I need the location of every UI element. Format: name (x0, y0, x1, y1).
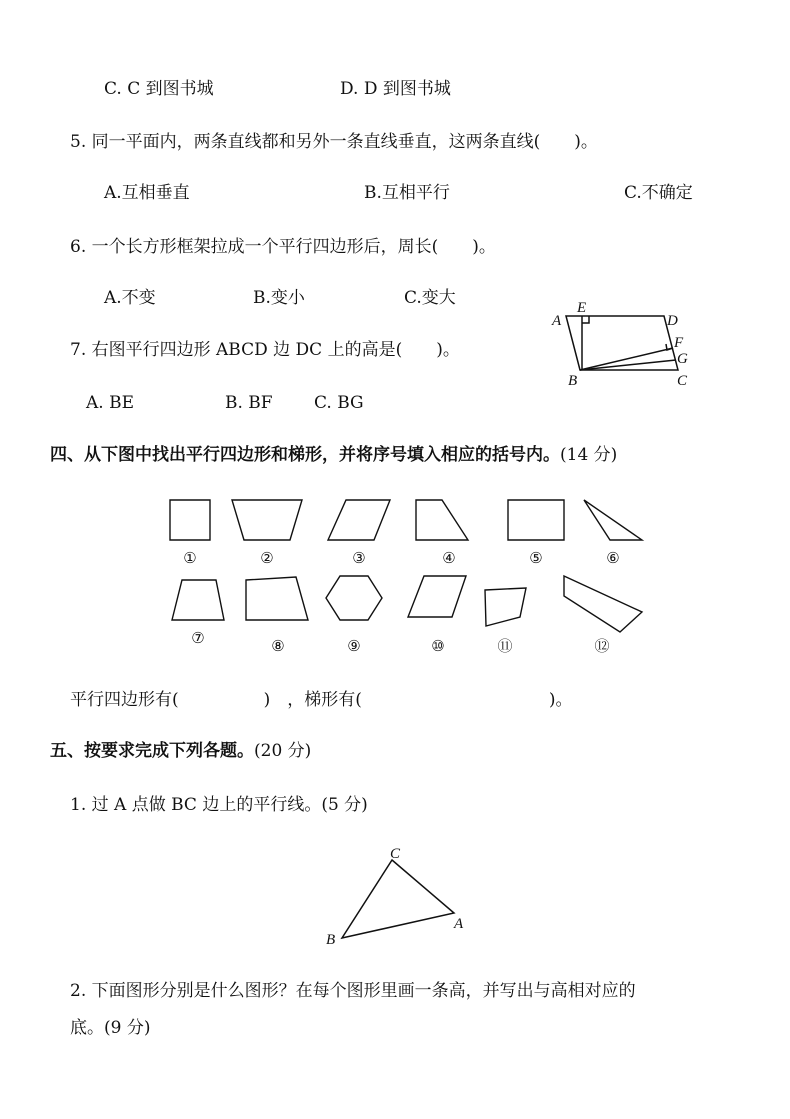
shape-number-10: ⑩ (431, 639, 445, 655)
label-c: C (390, 846, 401, 862)
section5-points: (20 分) (254, 741, 312, 761)
label-b: B (326, 932, 336, 948)
q5-option-b: B.互相平行 (364, 183, 450, 203)
triangle-abc (342, 860, 454, 938)
triangle-abc-figure (320, 840, 480, 950)
q5-option-c: C.不确定 (624, 183, 693, 203)
shape-number-12: ⑫ (594, 639, 610, 655)
q6-option-a: A.不变 (104, 288, 156, 308)
label-a: A (552, 313, 562, 329)
label-a: A (454, 916, 464, 932)
shape-number-5: ⑤ (529, 551, 543, 567)
section4-title: 四、从下图中找出平行四边形和梯形，并将序号填入相应的括号内。 (50, 445, 560, 465)
segment-bf (580, 348, 673, 370)
shape-9-hexagon (326, 576, 382, 620)
q7-option-a: A. BE (86, 393, 134, 413)
section4-points: (14 分) (560, 445, 618, 465)
q6-stem: 6. 一个长方形框架拉成一个平行四边形后，周长( )。 (70, 237, 496, 257)
shape-8-quadrilateral (246, 577, 308, 620)
section5-q2-line2: 底。(9 分) (70, 1018, 151, 1038)
shape-number-8: ⑧ (271, 639, 285, 655)
shape-number-6: ⑥ (606, 551, 620, 567)
section5-title: 五、按要求完成下列各题。 (50, 741, 254, 761)
q4-option-d: D. D 到图书城 (340, 79, 451, 99)
shape-2-trapezoid (232, 500, 302, 540)
segment-bg (580, 360, 676, 370)
shape-3-parallelogram (328, 500, 390, 540)
section4-shapes (160, 492, 650, 662)
label-b: B (568, 373, 578, 389)
q6-option-c: C.变大 (404, 288, 456, 308)
q5-option-a: A.互相垂直 (104, 183, 190, 203)
q7-option-c: C. BG (314, 393, 364, 413)
q4-option-c: C. C 到图书城 (104, 79, 214, 99)
q6-option-b: B.变小 (253, 288, 305, 308)
shape-6-triangle (584, 500, 642, 540)
shape-number-2: ② (260, 551, 274, 567)
q7-stem: 7. 右图平行四边形 ABCD 边 DC 上的高是( )。 (70, 340, 460, 360)
shape-1-square (170, 500, 210, 540)
q5-stem: 5. 同一平面内，两条直线都和另外一条直线垂直，这两条直线( )。 (70, 132, 598, 152)
shape-number-11: ⑪ (497, 639, 513, 655)
shape-10-parallelogram (408, 576, 466, 617)
label-d: D (667, 313, 678, 329)
label-g: G (677, 351, 688, 367)
shape-12-parallelogram (564, 576, 642, 632)
shape-5-rectangle (508, 500, 564, 540)
q7-parallelogram-figure (540, 296, 710, 392)
label-c: C (677, 373, 688, 389)
section5-q1: 1. 过 A 点做 BC 边上的平行线。(5 分) (70, 795, 368, 815)
section5-q2-line1: 2. 下面图形分别是什么图形？在每个图形里画一条高，并写出与高相对应的 (70, 981, 636, 1001)
section4-heading (50, 444, 617, 466)
section4-answer-line: 平行四边形有( ) ，梯形有( )。 (70, 690, 573, 710)
q7-option-b: B. BF (225, 393, 273, 413)
shape-number-9: ⑨ (347, 639, 361, 655)
shape-7-trapezoid (172, 580, 224, 620)
label-e: E (577, 300, 587, 316)
shape-11-quadrilateral (485, 588, 526, 626)
shape-number-4: ④ (442, 551, 456, 567)
label-f: F (674, 335, 684, 351)
shape-number-1: ① (183, 551, 197, 567)
shape-number-3: ③ (352, 551, 366, 567)
shape-4-trapezoid (416, 500, 468, 540)
shape-number-7: ⑦ (191, 631, 205, 647)
section5-heading (50, 740, 311, 762)
right-angle-mark-e (582, 316, 589, 323)
